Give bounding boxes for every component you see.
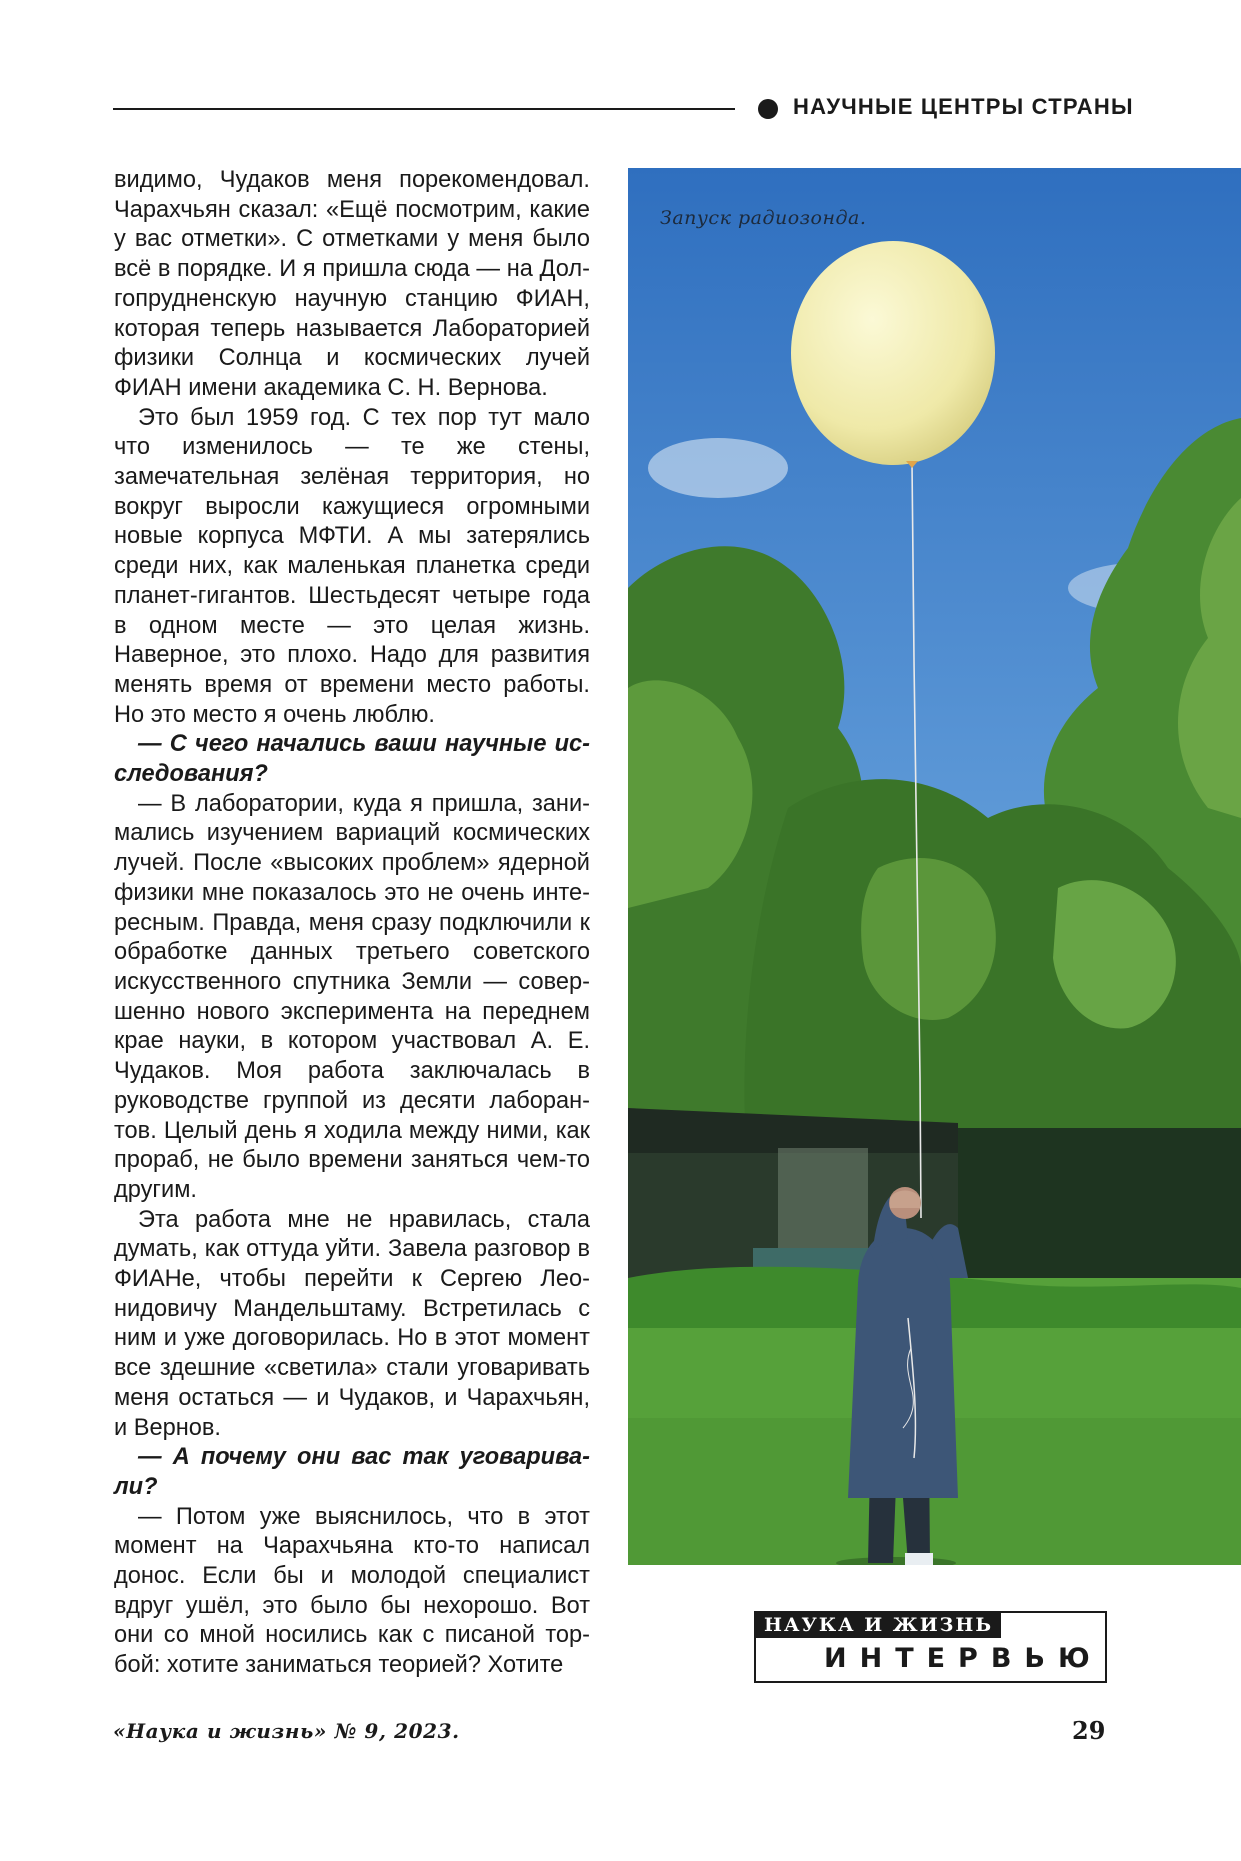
bullet-dot-icon — [758, 99, 778, 119]
footer-journal: «Наука и жизнь» № 9, 2023. — [113, 1719, 460, 1743]
radiosonde-photo — [628, 168, 1241, 1565]
article-paragraph: — В лаборатории, куда я пришла, занимались изучением вариаций космических лучей. После «высоких проблем» ядерной физики мне показалось это не очень интересным. Правда, меня сразу подключили к обработке данных третьего советского искусственного спутника Земли — совершенно нового эксперимента на переднем крае науки, в котором участвовал А. Е. Чудаков. Моя работа заключалась в руководстве группой из десяти лаборантов. Целый день я ходила между ними, как прораб, не было времени заняться чем-то другим. — [114, 790, 590, 1203]
page-number: 29 — [1072, 1716, 1106, 1745]
interview-question: — С чего начались ваши научные исследования? — [114, 731, 590, 788]
article-body — [114, 166, 590, 1681]
interview-question: — А почему они вас так уговаривали? — [114, 1444, 590, 1500]
section-title: НАУЧНЫЕ ЦЕНТРЫ СТРАНЫ — [793, 94, 1134, 119]
article-paragraph: — Потом уже выяснилось, что в этот момент на Чарахчьяна кто-то написал донос. Если бы и молодой специалист вдруг ушёл, это было бы нехорошо. Вот они со мной носились как с писаной торбой: хотите заниматься теорией? Хотите — [114, 1503, 590, 1679]
photo-caption: Запуск радиозонда. — [660, 207, 867, 229]
radiosonde-launch-illustration — [628, 168, 1241, 1565]
article-paragraph: Эта работа мне не нравилась, стала думать, как оттуда уйти. Завела разговор в ФИАНе, чтобы перейти к Сергею Леонидовичу Мандельштаму. Встретилась с ним и уже договорилась. Но в этот момент все здешние «светила» стали уговаривать меня остаться — и Чудаков, и Чарахчьян, и Вернов. — [114, 1206, 590, 1441]
rubric-box — [754, 1611, 1107, 1683]
article-paragraph: Это был 1959 год. С тех пор тут мало что изменилось — те же стены, замечательная зелёная территория, но вокруг выросли кажущиеся огромными новые корпуса МФТИ. А мы затерялись среди них, как маленькая планетка среди планет-гигантов. Шестьдесят четыре года в одном месте — это целая жизнь. Наверное, это плохо. Надо для развития менять время от времени место работы. Но это место я очень люблю. — [114, 404, 590, 728]
article-paragraph: видимо, Чудаков меня порекомендовал. Чарахчьян сказал: «Ещё посмотрим, какие у вас отметки». С отметками у меня было всё в порядке. И я пришла сюда — на Долгопрудненскую научную станцию ФИАН, которая теперь называется Лабораторией физики Солнца и космических лучей ФИАН имени академика С. Н. Вернова. — [114, 167, 590, 401]
rubric-title: НАУКА И ЖИЗНЬ — [756, 1613, 1001, 1638]
rubric-subtitle: ИНТЕРВЬЮ — [824, 1643, 1103, 1674]
header-rule — [113, 108, 735, 110]
